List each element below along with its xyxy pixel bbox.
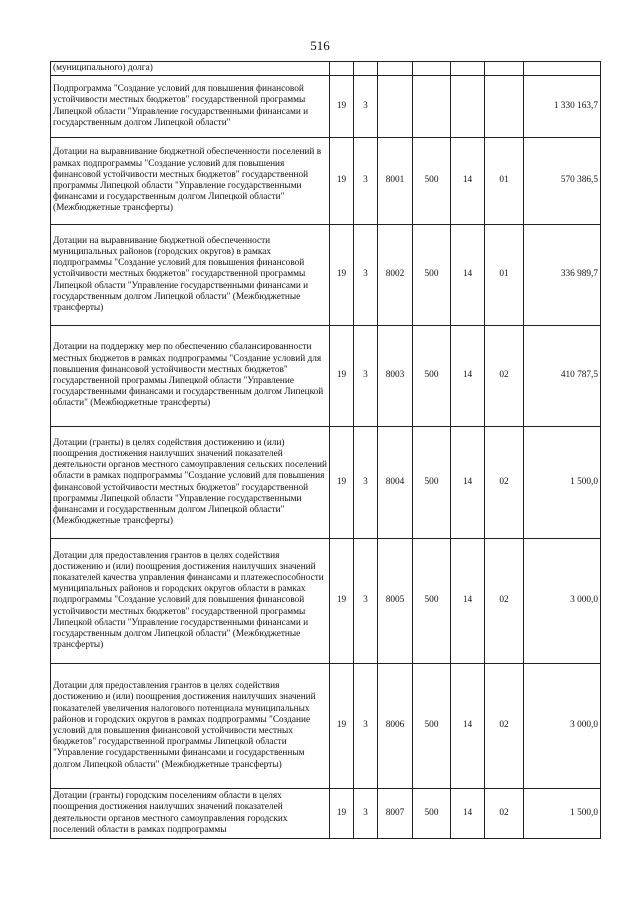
- row-admin: 19: [330, 539, 354, 664]
- row-amount: 570 386,5: [524, 138, 601, 225]
- row-name: Дотации (гранты) в целях содействия достижению и (или) поощрения достижения наилучших значений показателей деятельности органов местного самоуправления сельских поселений области в рамках подпрограммы "Создание условий для повышения финансовой устойчивости местных бюджетов" государственной программы Липецкой области "Управление государственными финансами и государственным долгом Липецкой области" (Межбюджетные трансферты): [51, 427, 330, 539]
- row-sub1: [451, 62, 485, 76]
- row-article: [378, 62, 413, 76]
- row-sub1: 14: [451, 138, 485, 225]
- row-amount: 410 787,5: [524, 326, 601, 427]
- row-sub2: 02: [485, 427, 524, 539]
- row-section: 3: [354, 76, 378, 138]
- table-row: [51, 664, 601, 789]
- row-sub2: [485, 76, 524, 138]
- row-sub2: 01: [485, 138, 524, 225]
- row-sub2: 01: [485, 225, 524, 326]
- row-article: 8005: [378, 539, 413, 664]
- row-sub2: 02: [485, 539, 524, 664]
- row-article: 8001: [378, 138, 413, 225]
- row-name: Дотации на выравнивание бюджетной обеспеченности муниципальных районов (городских округов) в рамках подпрограммы "Создание условий для повышения финансовой устойчивости местных бюджетов" государственной программы Липецкой области "Управление государственными финансами и государственным долгом Липецкой области" (Межбюджетные трансферты): [51, 225, 330, 326]
- row-amount: [524, 62, 601, 76]
- row-admin: 19: [330, 427, 354, 539]
- row-sub1: 14: [451, 326, 485, 427]
- row-type: 500: [413, 427, 451, 539]
- row-section: 3: [354, 326, 378, 427]
- row-article: 8006: [378, 664, 413, 789]
- table-row: [51, 539, 601, 664]
- row-sub1: 14: [451, 427, 485, 539]
- row-type: [413, 76, 451, 138]
- row-sub1: 14: [451, 225, 485, 326]
- row-name: Дотации (гранты) городским поселениям области в целях поощрения достижения наилучших значений показателей деятельности органов местного самоуправления городских поселений области в рамках подпрограммы: [51, 789, 330, 839]
- row-admin: 19: [330, 326, 354, 427]
- table-row: [51, 427, 601, 539]
- row-amount: 1 500,0: [524, 789, 601, 839]
- row-amount: 1 330 163,7: [524, 76, 601, 138]
- row-admin: 19: [330, 664, 354, 789]
- table-row: [51, 225, 601, 326]
- row-section: 3: [354, 539, 378, 664]
- row-sub2: 02: [485, 326, 524, 427]
- row-admin: [330, 62, 354, 76]
- row-admin: 19: [330, 789, 354, 839]
- table-row: [51, 789, 601, 839]
- row-name: Подпрограмма "Создание условий для повышения финансовой устойчивости местных бюджетов" государственной программы Липецкой области "Управление государственными финансами и государственным долгом Липецкой области": [51, 76, 330, 138]
- row-name: (муниципального) долга): [51, 62, 330, 76]
- row-sub1: 14: [451, 789, 485, 839]
- row-article: 8003: [378, 326, 413, 427]
- row-type: 500: [413, 225, 451, 326]
- row-type: 500: [413, 539, 451, 664]
- table-row: [51, 76, 601, 138]
- row-section: 3: [354, 225, 378, 326]
- row-type: 500: [413, 326, 451, 427]
- row-section: 3: [354, 664, 378, 789]
- row-sub2: [485, 62, 524, 76]
- row-amount: 3 000,0: [524, 664, 601, 789]
- row-sub1: 14: [451, 539, 485, 664]
- row-amount: 1 500,0: [524, 427, 601, 539]
- page-number: 516: [310, 38, 330, 53]
- row-admin: 19: [330, 138, 354, 225]
- row-admin: 19: [330, 76, 354, 138]
- row-admin: 19: [330, 225, 354, 326]
- row-article: 8004: [378, 427, 413, 539]
- row-type: 500: [413, 664, 451, 789]
- row-type: [413, 62, 451, 76]
- row-section: 3: [354, 789, 378, 839]
- row-sub2: 02: [485, 664, 524, 789]
- table-row: [51, 326, 601, 427]
- table-row: [51, 138, 601, 225]
- table-row: [51, 62, 601, 76]
- row-name: Дотации для предоставления грантов в целях содействия достижению и (или) поощрения достижения наилучших значений показателей качества управления финансами и платежеспособности муниципальных районов и городских округов области в рамках подпрограммы "Создание условий для повышения финансовой устойчивости местных бюджетов" государственной программы Липецкой области "Управление государственными финансами и государственным долгом Липецкой области" (Межбюджетные трансферты): [51, 539, 330, 664]
- row-article: [378, 76, 413, 138]
- row-sub1: 14: [451, 664, 485, 789]
- row-article: 8007: [378, 789, 413, 839]
- row-amount: 336 989,7: [524, 225, 601, 326]
- row-article: 8002: [378, 225, 413, 326]
- row-name: Дотации на выравнивание бюджетной обеспеченности поселений в рамках подпрограммы "Создание условий для повышения финансовой устойчивости местных бюджетов" государственной программы Липецкой области "Управление государственными финансами и государственным долгом Липецкой области" (Межбюджетные трансферты): [51, 138, 330, 225]
- row-name: Дотации на поддержку мер по обеспечению сбалансированности местных бюджетов в рамках подпрограммы "Создание условий для повышения финансовой устойчивости местных бюджетов" государственной программы Липецкой области "Управление государственными финансами и государственным долгом Липецкой области" (Межбюджетные трансферты): [51, 326, 330, 427]
- row-section: 3: [354, 138, 378, 225]
- row-section: 3: [354, 427, 378, 539]
- row-sub1: [451, 76, 485, 138]
- row-section: [354, 62, 378, 76]
- row-sub2: 02: [485, 789, 524, 839]
- budget-table: [50, 61, 601, 839]
- row-type: 500: [413, 138, 451, 225]
- row-type: 500: [413, 789, 451, 839]
- row-amount: 3 000,0: [524, 539, 601, 664]
- row-name: Дотации для предоставления грантов в целях содействия достижению и (или) поощрения достижения наилучших значений показателей увеличения налогового потенциала муниципальных районов и городских округов в рамках подпрограммы "Создание условий для повышения финансовой устойчивости местных бюджетов" государственной программы Липецкой области "Управление государственными финансами и государственным долгом Липецкой области" (Межбюджетные трансферты): [51, 664, 330, 789]
